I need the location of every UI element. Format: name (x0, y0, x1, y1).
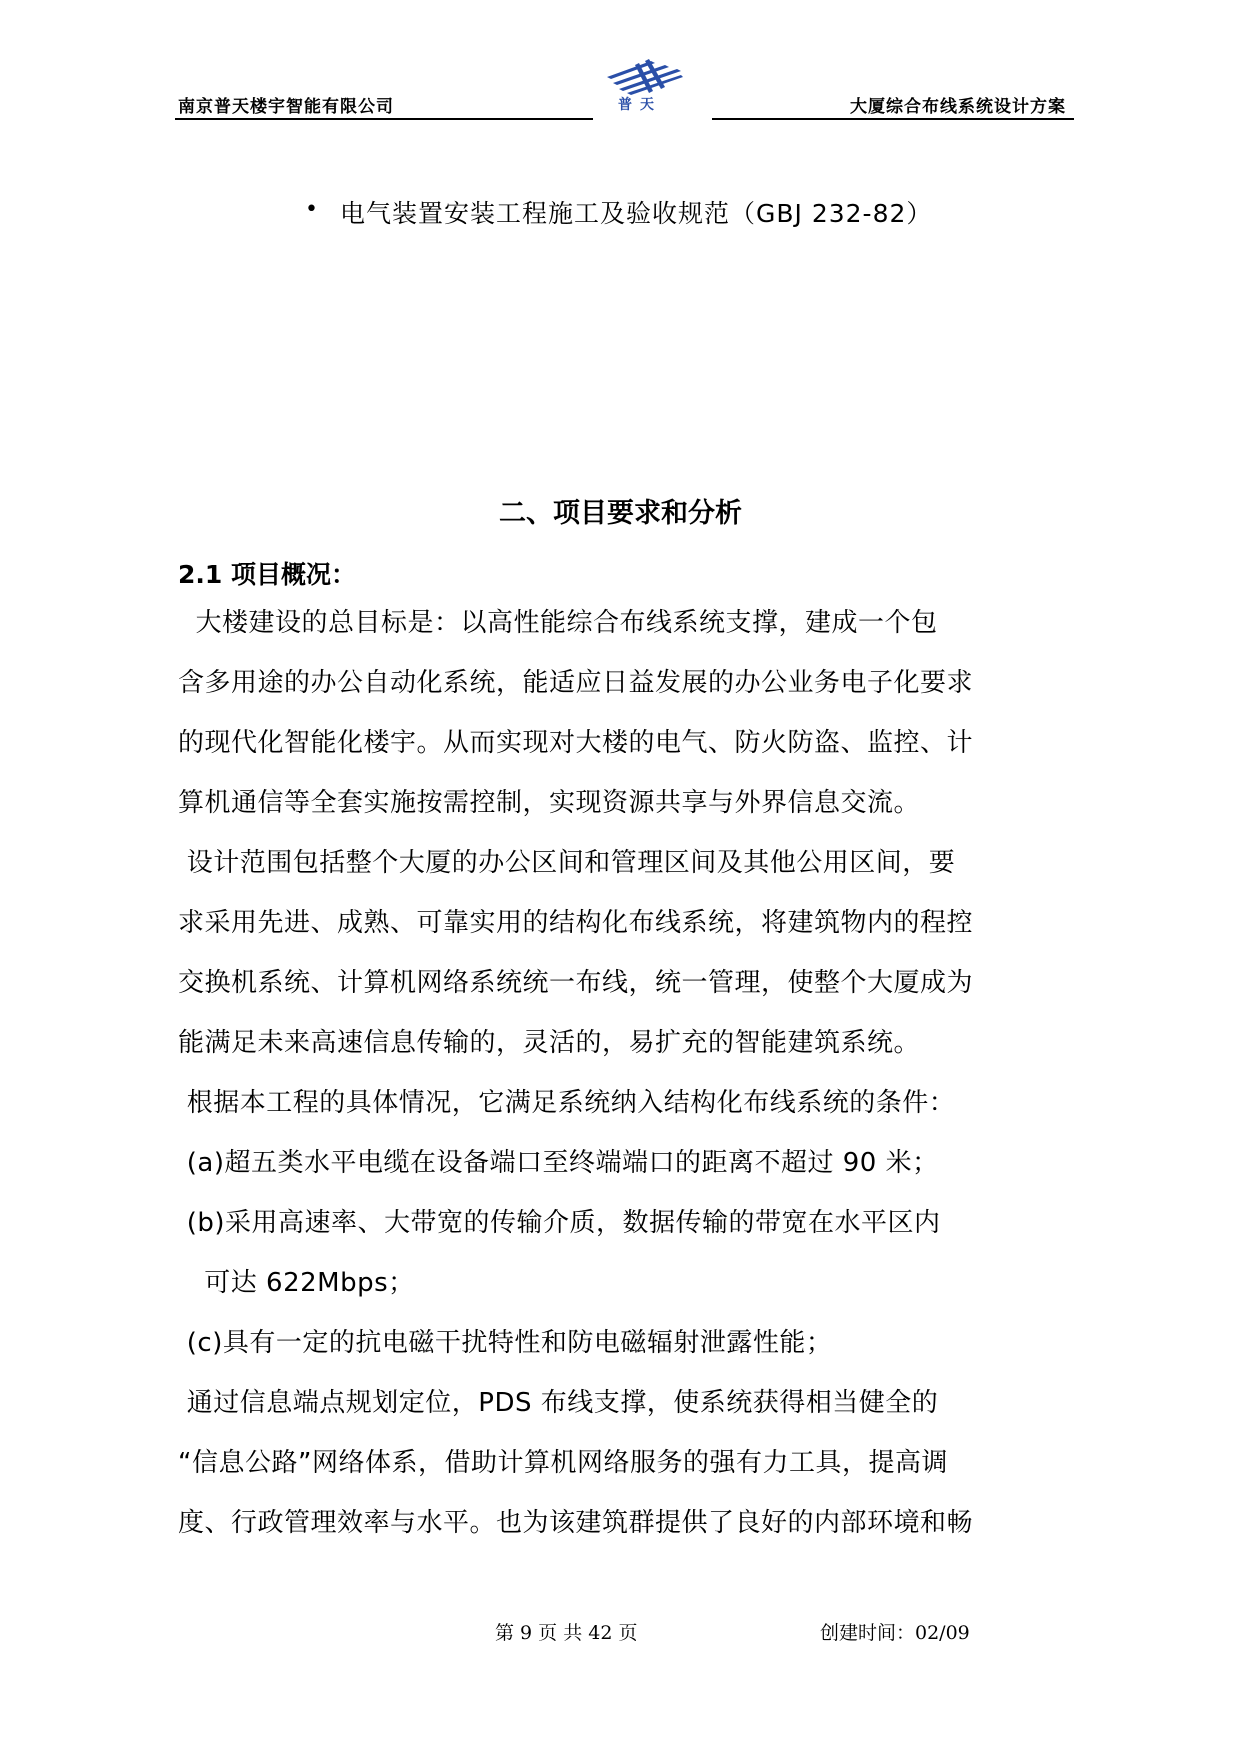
bullet-dot-icon: • (305, 197, 318, 222)
logo-text: 普天 (618, 97, 662, 113)
text-line: (a)超五类水平电缆在设备端口至终端端口的距离不超过 90 米； (178, 1148, 939, 1178)
section-title: 二、项目要求和分析 (499, 498, 742, 529)
text-line: 根据本工程的具体情况，它满足系统纳入结构化布线系统的条件： (178, 1088, 956, 1118)
header-line-left (175, 118, 593, 120)
text-line: 设计范围包括整个大厦的办公区间和管理区间及其他公用区间，要 (178, 848, 956, 878)
text-line: (b)采用高速率、大带宽的传输介质，数据传输的带宽在水平区内 (178, 1208, 941, 1238)
footer-created-date: 创建时间：02/09 (820, 1622, 970, 1644)
text-line: 交换机系统、计算机网络系统统一布线，统一管理，使整个大厦成为 (178, 968, 974, 998)
header-line-right (712, 118, 1074, 120)
footer-page-number: 第 9 页 共 42 页 (495, 1622, 638, 1644)
text-line: “信息公路”网络体系，借助计算机网络服务的强有力工具，提高调 (178, 1448, 948, 1478)
text-line: 求采用先进、成熟、可靠实用的结构化布线系统，将建筑物内的程控 (178, 908, 974, 938)
text-line: 算机通信等全套实施按需控制，实现资源共享与外界信息交流。 (178, 788, 921, 818)
text-line: 的现代化智能化楼宇。从而实现对大楼的电气、防火防盗、监控、计 (178, 728, 974, 758)
text-line: 能满足未来高速信息传输的，灵活的，易扩充的智能建筑系统。 (178, 1028, 921, 1058)
text-line: 含多用途的办公自动化系统，能适应日益发展的办公业务电子化要求 (178, 668, 974, 698)
header-doc-title: 大厦综合布线系统设计方案 (850, 97, 1066, 117)
text-line: (c)具有一定的抗电磁干扰特性和防电磁辐射泄露性能； (178, 1328, 833, 1358)
text-line: 可达 622Mbps； (178, 1268, 415, 1298)
text-line: 度、行政管理效率与水平。也为该建筑群提供了良好的内部环境和畅 (178, 1508, 974, 1538)
subsection-title: 2.1 项目概况： (178, 560, 356, 589)
text-line: 通过信息端点规划定位，PDS 布线支撑，使系统获得相当健全的 (178, 1388, 939, 1418)
header-company: 南京普天楼宇智能有限公司 (178, 97, 394, 117)
bullet-item: 电气装置安装工程施工及验收规范（GBJ 232-82） (340, 199, 933, 228)
text-line: 大楼建设的总目标是：以高性能综合布线系统支撑，建成一个包 (178, 608, 938, 638)
